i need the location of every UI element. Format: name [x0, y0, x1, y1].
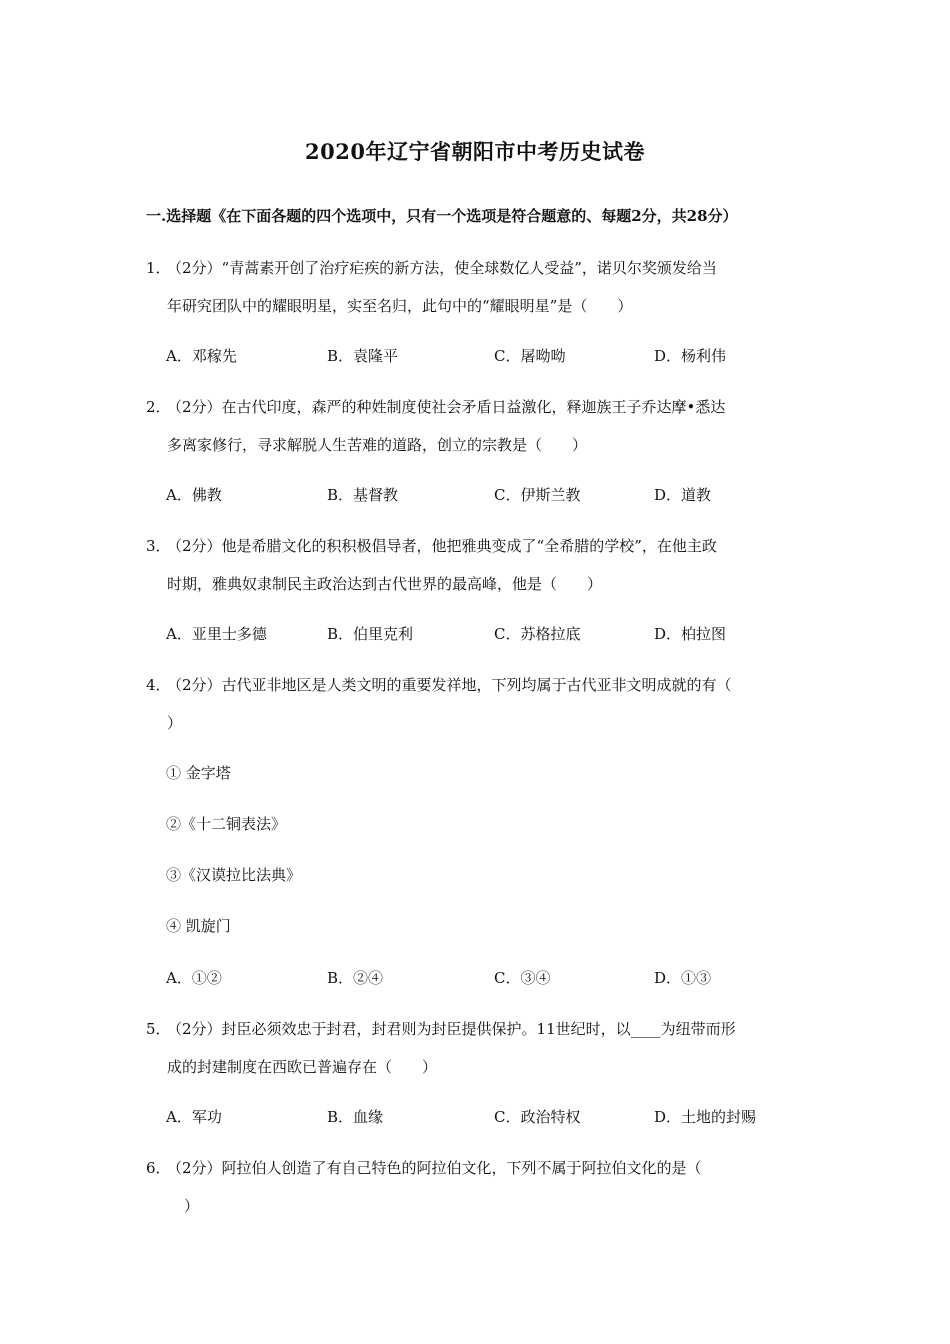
- option-d: D．柏拉图: [654, 625, 727, 643]
- option-c: C．伊斯兰教: [494, 486, 581, 504]
- question-4-item-3: ③《汉谟拉比法典》: [166, 866, 302, 884]
- question-text: （2分）在古代印度，森严的种姓制度使社会矛盾日益激化，释迦族王子乔达摩•悉达: [167, 398, 726, 416]
- option-a: A．亚里士多德: [166, 625, 267, 643]
- option-c: C．苏格拉底: [494, 625, 581, 643]
- question-1: [146, 249, 816, 325]
- option-a: A．①②: [166, 969, 222, 987]
- question-text-continued: ）: [184, 1197, 200, 1215]
- option-d: D．道教: [654, 486, 712, 504]
- question-number: 3．: [146, 537, 171, 555]
- option-a: A．军功: [166, 1108, 222, 1126]
- question-text: （2分）他是希腊文化的积积极倡导者，他把雅典变成了“全希腊的学校”，在他主政: [167, 537, 717, 555]
- question-4: [146, 666, 816, 742]
- option-c: C．③④: [494, 969, 551, 987]
- question-text-continued: 多离家修行，寻求解脱人生苦难的道路，创立的宗教是（ ）: [167, 436, 588, 454]
- question-number: 4．: [146, 676, 171, 694]
- option-d: D．杨利伟: [654, 347, 727, 365]
- question-5: [146, 1010, 816, 1086]
- question-number: 6．: [146, 1159, 171, 1177]
- question-3: [146, 527, 816, 603]
- option-d: D．①③: [654, 969, 712, 987]
- option-a: A．邓稼先: [166, 347, 237, 365]
- option-b: B．伯里克利: [327, 625, 414, 643]
- section-heading: 一.选择题《在下面各题的四个选项中，只有一个选项是符合题意的、每题2分，共28分）: [146, 207, 738, 225]
- option-b: B．②④: [327, 969, 384, 987]
- question-6: [146, 1149, 816, 1225]
- question-text-continued: 年研究团队中的耀眼明星，实至名归，此句中的“耀眼明星”是（ ）: [167, 297, 633, 315]
- question-text-continued: ）: [167, 714, 183, 732]
- question-text-continued: 时期，雅典奴隶制民主政治达到古代世界的最高峰，他是（ ）: [167, 575, 603, 593]
- question-text: （2分）古代亚非地区是人类文明的重要发祥地，下列均属于古代亚非文明成就的有（: [167, 676, 732, 694]
- question-4-item-1: ① 金字塔: [166, 764, 231, 782]
- question-number: 2．: [146, 398, 171, 416]
- option-a: A．佛教: [166, 486, 222, 504]
- question-4-item-2: ②《十二铜表法》: [166, 815, 287, 833]
- option-b: B．袁隆平: [327, 347, 399, 365]
- option-c: C．政治特权: [494, 1108, 581, 1126]
- question-text-continued: 成的封建制度在西欧已普遍存在（ ）: [167, 1058, 438, 1076]
- option-b: B．血缘: [327, 1108, 384, 1126]
- question-number: 1．: [146, 259, 171, 277]
- question-number: 5．: [146, 1020, 171, 1038]
- question-text: （2分）封臣必须效忠于封君，封君则为封臣提供保护。11世纪时，以____为纽带而形: [167, 1020, 736, 1038]
- question-text: （2分）“青蒿素开创了治疗疟疾的新方法，使全球数亿人受益”，诺贝尔奖颁发给当: [167, 259, 717, 277]
- page-title: 2020年辽宁省朝阳市中考历史试卷: [305, 139, 645, 164]
- question-4-item-4: ④ 凯旋门: [166, 917, 231, 935]
- question-2: [146, 388, 816, 464]
- question-text: （2分）阿拉伯人创造了有自己特色的阿拉伯文化，下列不属于阿拉伯文化的是（: [167, 1159, 702, 1177]
- option-b: B．基督教: [327, 486, 399, 504]
- option-c: C．屠呦呦: [494, 347, 566, 365]
- option-d: D．土地的封赐: [654, 1108, 757, 1126]
